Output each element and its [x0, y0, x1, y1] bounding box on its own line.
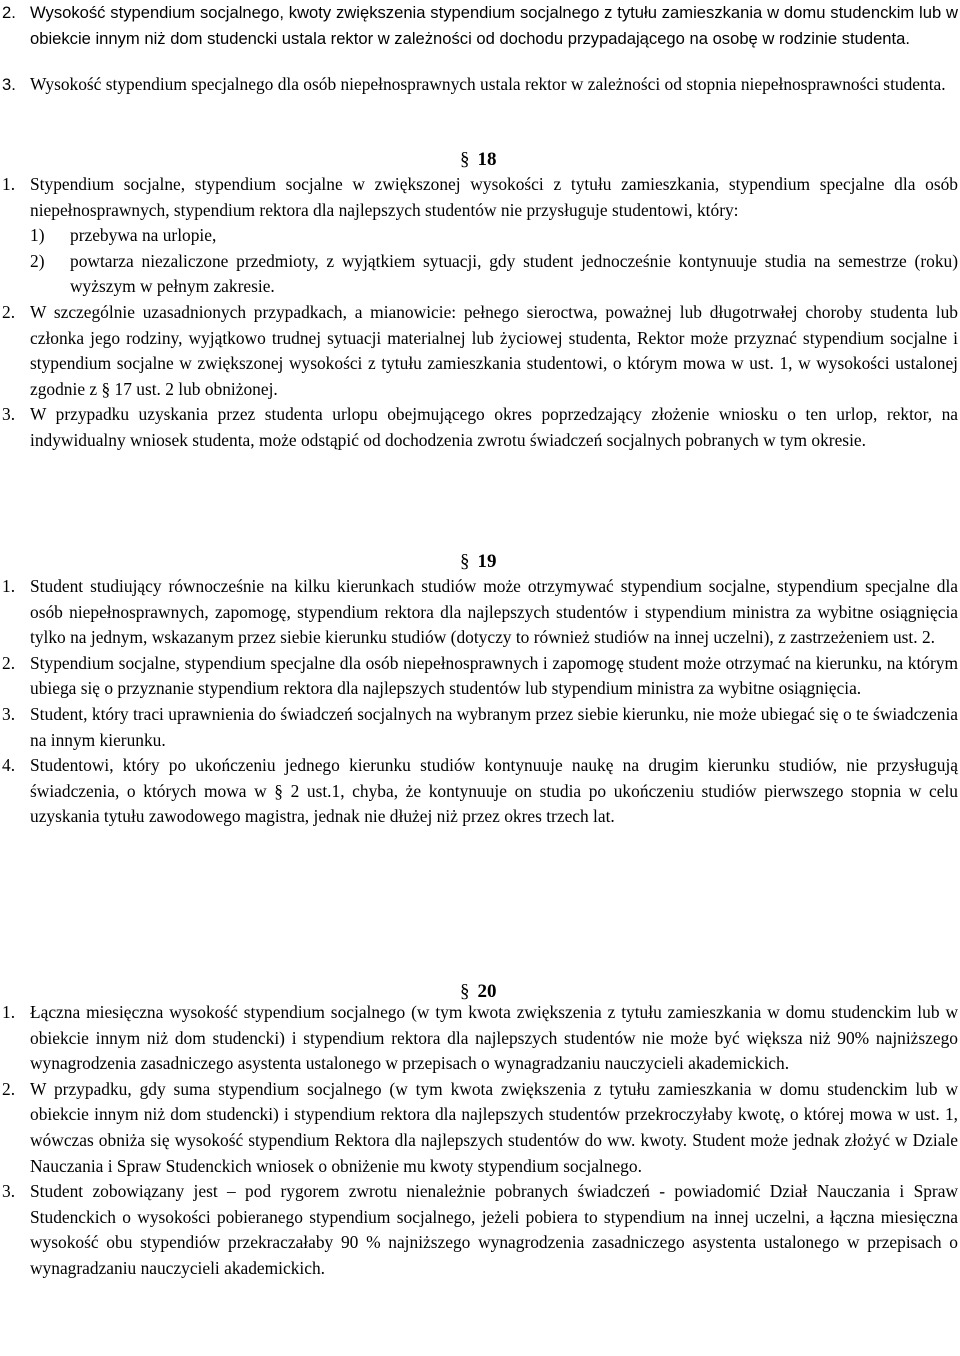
- section-20-body: [0, 1000, 958, 1282]
- item-text: W przypadku, gdy suma stypendium socjalnego (w tym kwota zwiększenia z tytułu zamieszkania w domu studenckim lub w obiekcie innym niż dom studencki) i stypendium rektora dla najlepszych studentów przekroczyłaby kwotę, o której mowa w ust. 1, wówczas obniża się wysokość stypendium Rektora dla najlepszych studentów do ww. kwoty. Student może jednak złożyć w Dziale Nauczania i Spraw Studenckich wniosek o obniżenie mu kwoty stypendium socjalnego.: [30, 1078, 958, 1176]
- section-19-body: [0, 574, 958, 830]
- section-18-item-2: [0, 300, 958, 402]
- section-number: 19: [477, 551, 497, 572]
- section-number: 20: [477, 981, 497, 1002]
- section-20-item-3: [0, 1179, 958, 1281]
- subitem-text: przebywa na urlopie,: [70, 225, 217, 246]
- item-number: 3.: [2, 75, 16, 94]
- item-number: 3.: [2, 703, 16, 724]
- item-text: Student studiujący równocześnie na kilku kierunkach studiów może otrzymywać stypendium socjalne, stypendium specjalne dla osób niepełnosprawnych, zapomogę, stypendium rektora dla najlepszych studentów i stypendium ministra za wybitne osiągnięcia tylko na jednym, wskazanym przez siebie kierunku studiów (dotyczy to również studiów na innej uczelni), z zastrzeżeniem ust. 2.: [30, 576, 958, 648]
- section-17-item-2: [0, 0, 958, 51]
- section-18-item-1: [0, 172, 958, 223]
- item-number: 2.: [2, 301, 16, 322]
- subitem-text: powtarza niezaliczone przedmioty, z wyjątkiem sytuacji, gdy student jednocześnie kontynuuje studia na semestrze (roku) wyższym w pełnym zakresie.: [70, 250, 958, 297]
- section-17-item-3: [0, 72, 958, 98]
- item-number: 4.: [2, 755, 16, 776]
- section-19-heading: [460, 550, 497, 574]
- item-text: Stypendium socjalne, stypendium specjalne dla osób niepełnosprawnych i zapomogę student może otrzymać na kierunku, na którym ubiega się o przyznanie stypendium rektora dla najlepszych studentów lub stypendium ministra za wybitne osiągnięcia.: [30, 652, 958, 699]
- paragraph-symbol: §: [460, 149, 470, 170]
- item-number: 3.: [2, 1181, 16, 1202]
- item-text: W przypadku uzyskania przez studenta urlopu obejmującego okres poprzedzający złożenie wniosku o ten urlop, rektor, na indywidualny wniosek studenta, może odstąpić od dochodzenia zwrotu świadczeń socjalnych pobranych w tym okresie.: [30, 404, 958, 450]
- section-20-item-1: [0, 1000, 958, 1077]
- section-17-tail: [0, 0, 958, 51]
- section-18-item-3: [0, 402, 958, 453]
- item-text: Wysokość stypendium socjalnego, kwoty zwiększenia stypendium socjalnego z tytułu zamieszkania w domu studenckim lub w obiekcie innym niż dom studencki ustala rektor w zależności od dochodu przypadającego na osobę w rodzinie studenta.: [30, 3, 958, 48]
- item-number: 3.: [2, 404, 16, 425]
- section-18-subitem-1: [30, 223, 958, 249]
- item-number: 1.: [2, 174, 16, 194]
- item-text: Wysokość stypendium specjalnego dla osób niepełnosprawnych ustala rektor w zależności od stopnia niepełnosprawności studenta.: [30, 74, 946, 94]
- item-number: 2.: [2, 652, 16, 673]
- section-19-item-3: [0, 702, 958, 753]
- item-text: Łączna miesięczna wysokość stypendium socjalnego (w tym kwota zwiększenia z tytułu zamieszkania w domu studenckim lub w obiekcie innym niż dom studencki) i stypendium rektora dla najlepszych studentów nie może być większa niż 90% najniższego wynagrodzenia zasadniczego asystenta ustalonego w przepisach o wynagradzaniu nauczycieli akademickich.: [30, 1002, 958, 1074]
- paragraph-symbol: §: [460, 981, 470, 1002]
- item-number: 1.: [2, 1002, 16, 1022]
- item-number: 2.: [2, 1078, 16, 1099]
- section-19-item-1: [0, 574, 958, 651]
- item-text: Studentowi, który po ukończeniu jednego kierunku studiów kontynuuje naukę na drugim kierunku studiów, nie przysługują świadczenia, o których mowa w § 2 ust.1, chyba, że kontynuuje on studia po ukończeniu studiów pierwszego stopnia w celu uzyskania tytułu zawodowego magistra, jednak nie dłużej niż przez okres trzech lat.: [30, 755, 958, 827]
- section-18-subitem-2: [30, 249, 958, 300]
- section-number: 18: [477, 149, 497, 170]
- item-number: 2.: [2, 3, 16, 22]
- section-17-tail-3: [0, 72, 958, 98]
- item-number: 1.: [2, 576, 16, 596]
- paragraph-symbol: §: [460, 551, 470, 572]
- item-text: Stypendium socjalne, stypendium socjalne w zwiększonej wysokości z tytułu zamieszkania, stypendium specjalne dla osób niepełnosprawnych, stypendium rektora dla najlepszych studentów nie przysługuje studentowi, który:: [30, 174, 958, 220]
- section-20-item-2: [0, 1077, 958, 1179]
- item-text: Student zobowiązany jest – pod rygorem zwrotu nienależnie pobranych świadczeń - powiadomić Dział Nauczania i Spraw Studenckich o wysokości pobieranego stypendium socjalnego, jeżeli pobiera to stypendium na innej uczelni, a łączna miesięczna wysokość obu stypendiów przekraczałaby 90 % najniższego wynagrodzenia zasadniczego asystenta ustalonego w przepisach o wynagradzaniu nauczycieli akademickich.: [30, 1181, 958, 1278]
- item-text: W szczególnie uzasadnionych przypadkach, a mianowicie: pełnego sieroctwa, poważnej lub długotrwałej choroby studenta lub członka jego rodziny, wyjątkowo trudnej sytuacji materialnej lub życiowej studenta, Rektor może przyznać stypendium socjalne i stypendium socjalne w zwiększonej wysokości z tytułu zamieszkania studentowi, o którym mowa w ust. 1, w wysokości ustalonej zgodnie z § 17 ust. 2 lub obniżonej.: [30, 301, 958, 399]
- subitem-number: 1): [30, 225, 45, 246]
- section-18-body: [0, 172, 958, 454]
- section-19-item-4: [0, 753, 958, 830]
- section-19-item-2: [0, 651, 958, 702]
- item-text: Student, który traci uprawnienia do świadczeń socjalnych na wybranym przez siebie kierunku, nie może ubiegać się o te świadczenia na innym kierunku.: [30, 703, 958, 750]
- section-18-heading: [460, 148, 497, 172]
- subitem-number: 2): [30, 250, 45, 271]
